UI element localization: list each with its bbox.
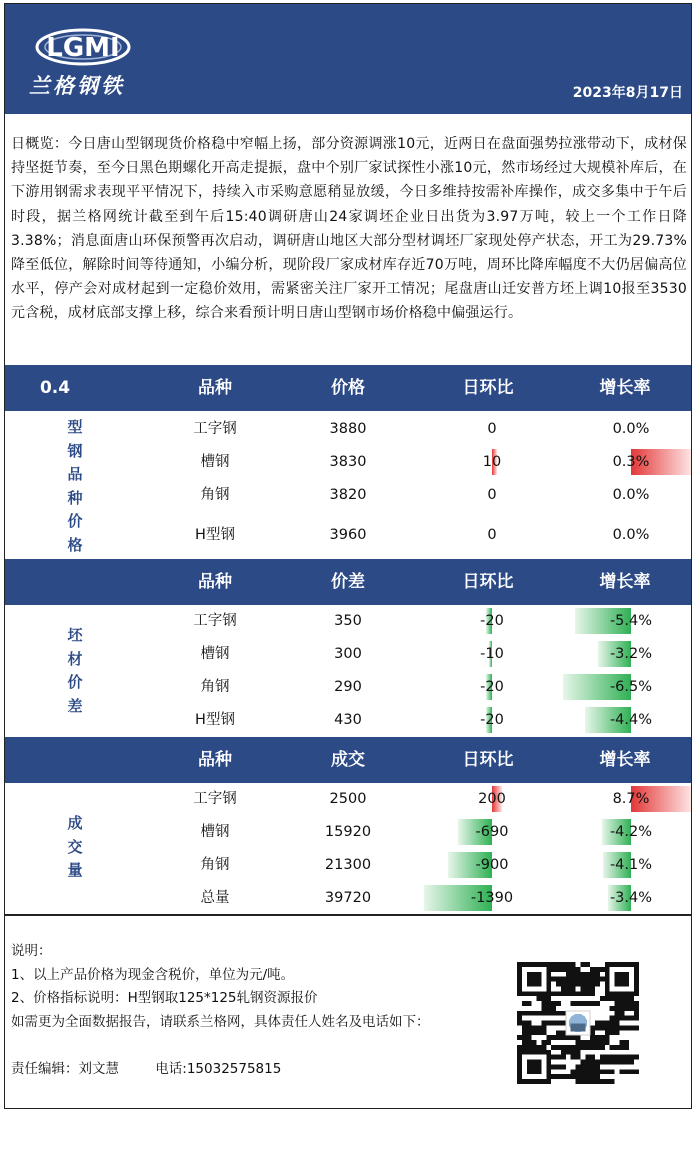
brand-name: 兰格钢铁 — [29, 73, 125, 98]
header-variety: 品种 — [198, 572, 232, 592]
cell-variety: H型钢 — [195, 527, 235, 543]
volume-table-header — [5, 737, 691, 783]
cell-value: 15920 — [324, 824, 372, 840]
cell-variety: 角钢 — [200, 679, 230, 695]
cell-growth-rate: 8.7% — [612, 791, 650, 807]
logo-text: LGMI — [46, 33, 120, 63]
editor-phone: 电话:15032575815 — [155, 1061, 282, 1077]
cell-value: 3960 — [329, 527, 367, 543]
cell-variety: 角钢 — [200, 487, 230, 503]
cell-value: 3830 — [329, 454, 367, 470]
side-label-char: 品 — [67, 465, 83, 483]
cell-variety: 工字钢 — [193, 421, 237, 437]
cell-daily-change: -900 — [475, 857, 509, 873]
daily-summary: 日概览：今日唐山型钢现货价格稳中窄幅上扬，部分资源调涨10元，近两日在盘面强势拉涨带动下，成材保持坚挺节奏，至今日黑色期螺化开高走提振，盘中个别厂家试探性小涨10元，然市场经过大规模补库后，在下游用钢需求表现平平情况下，持续入市采购意愿稍显放缓，今日多维持按需补库操作，成交多集中于午后时段，据兰格网统计截至到午后15:40调研唐山24家调坯企业日出货为3.97万吨，较上一个工作日降3.38%；消息面唐山环保预警再次启动，调研唐山地区大部分型材调坯厂家现处停产状态，开工为29.73%降至低位，解除时间等待通知，小编分析，现阶段厂家成材库存近70万吨，周环比降库幅度不大仍居偏高位水平，停产会对成材起到一定稳价效用，需紧密关注厂家开工情况；尾盘唐山迁安普方坯上调10报至3530元含税，成材底部支撑上移，综合来看预计明日唐山型钢市场价格稳中偏强运行。 — [11, 136, 687, 322]
table-row — [5, 816, 691, 848]
header-growth-rate: 增长率 — [599, 572, 651, 592]
header-price: 价格 — [331, 378, 365, 398]
header-spread: 价差 — [331, 572, 365, 592]
editor-name: 责任编辑：刘文慧 — [11, 1061, 119, 1077]
header-daily-change: 日环比 — [462, 750, 514, 770]
cell-growth-rate: -3.2% — [609, 646, 653, 662]
cell-variety: 角钢 — [200, 857, 230, 873]
lgmi-logo-icon — [33, 24, 133, 70]
table-row — [5, 479, 691, 511]
cell-growth-rate: -5.4% — [609, 613, 653, 629]
cell-growth-rate: 0.0% — [612, 421, 650, 437]
side-label-char: 材 — [67, 649, 83, 668]
cell-value: 21300 — [324, 857, 372, 873]
price-table-header — [5, 365, 691, 411]
table-row — [5, 413, 691, 445]
report-header — [5, 4, 691, 114]
notes-line-1: 1、以上产品价格为现金含税价，单位为元/吨。 — [11, 966, 295, 983]
header-growth-rate: 增长率 — [599, 378, 651, 398]
side-label-char: 价 — [67, 512, 83, 530]
cell-growth-rate: -4.4% — [609, 712, 653, 728]
cell-growth-rate: 0.3% — [612, 454, 650, 470]
cell-value: 3880 — [329, 421, 367, 437]
cell-growth-rate: 0.0% — [612, 527, 650, 543]
table-row — [5, 882, 691, 914]
cell-value: 430 — [334, 712, 362, 728]
cell-variety: 槽钢 — [200, 454, 230, 470]
cell-variety: 槽钢 — [200, 646, 230, 662]
cell-daily-change: -20 — [480, 613, 504, 629]
cell-growth-rate: -6.5% — [609, 679, 653, 695]
spread-table-header — [5, 559, 691, 605]
header-variety: 品种 — [198, 750, 232, 770]
report-frame — [4, 3, 692, 1109]
header-daily-change: 日环比 — [462, 572, 514, 592]
report-date: 2023年8月17日 — [572, 85, 683, 101]
cell-daily-change: 0 — [487, 487, 497, 503]
cell-daily-change: -1390 — [470, 890, 514, 906]
cell-variety: 工字钢 — [193, 791, 237, 807]
notes — [11, 940, 430, 1034]
table-row — [5, 446, 691, 478]
side-label-char: 差 — [67, 696, 83, 715]
cell-daily-change: 0 — [487, 421, 497, 437]
cell-variety: 总量 — [200, 890, 230, 906]
editor-info — [11, 1057, 313, 1077]
corner-label: 0.4 — [39, 378, 71, 398]
notes-line-3: 如需更为全面数据报告，请联系兰格网，具体责任人姓名及电话如下： — [11, 1013, 430, 1030]
table-row — [5, 783, 691, 815]
cell-daily-change: -20 — [480, 712, 504, 728]
cell-growth-rate: -4.2% — [609, 824, 653, 840]
cell-daily-change: -690 — [475, 824, 509, 840]
side-label-char: 成 — [67, 814, 83, 832]
side-label-char: 坯 — [67, 626, 83, 644]
cell-daily-change: 10 — [482, 454, 502, 470]
table-row — [5, 671, 691, 703]
cell-value: 3820 — [329, 487, 367, 503]
cell-daily-change: 200 — [478, 791, 506, 807]
cell-daily-change: -20 — [480, 679, 504, 695]
cell-variety: H型钢 — [195, 712, 235, 728]
divider — [5, 914, 691, 916]
cell-variety: 槽钢 — [200, 824, 230, 840]
cell-value: 2500 — [329, 791, 367, 807]
table-row — [5, 519, 691, 551]
side-label-char: 型 — [67, 418, 83, 436]
cell-value: 39720 — [324, 890, 372, 906]
table-row — [5, 605, 691, 637]
side-label-char: 价 — [67, 673, 83, 691]
cell-value: 350 — [334, 613, 362, 629]
notes-title: 说明： — [11, 943, 52, 959]
side-label-char: 量 — [67, 861, 83, 879]
header-daily-change: 日环比 — [462, 378, 514, 398]
cell-value: 290 — [334, 679, 362, 695]
cell-daily-change: -10 — [480, 646, 504, 662]
cell-daily-change: 0 — [487, 527, 497, 543]
cell-growth-rate: -3.4% — [609, 890, 653, 906]
table-row — [5, 704, 691, 736]
header-volume: 成交 — [331, 750, 365, 770]
header-growth-rate: 增长率 — [599, 750, 651, 770]
header-variety: 品种 — [198, 378, 232, 398]
qr-code-icon[interactable] — [517, 962, 639, 1084]
table-row — [5, 638, 691, 670]
cell-growth-rate: 0.0% — [612, 487, 650, 503]
side-label-char: 格 — [67, 535, 83, 554]
side-label-char: 钢 — [67, 441, 83, 460]
cell-variety: 工字钢 — [193, 613, 237, 629]
cell-growth-rate: -4.1% — [609, 857, 653, 873]
notes-line-2: 2、价格指标说明：H型钢取125*125轧钢资源报价 — [11, 990, 318, 1006]
cell-value: 300 — [334, 646, 362, 662]
table-row — [5, 849, 691, 881]
side-label-char: 种 — [67, 488, 83, 507]
side-label-char: 交 — [67, 837, 83, 856]
